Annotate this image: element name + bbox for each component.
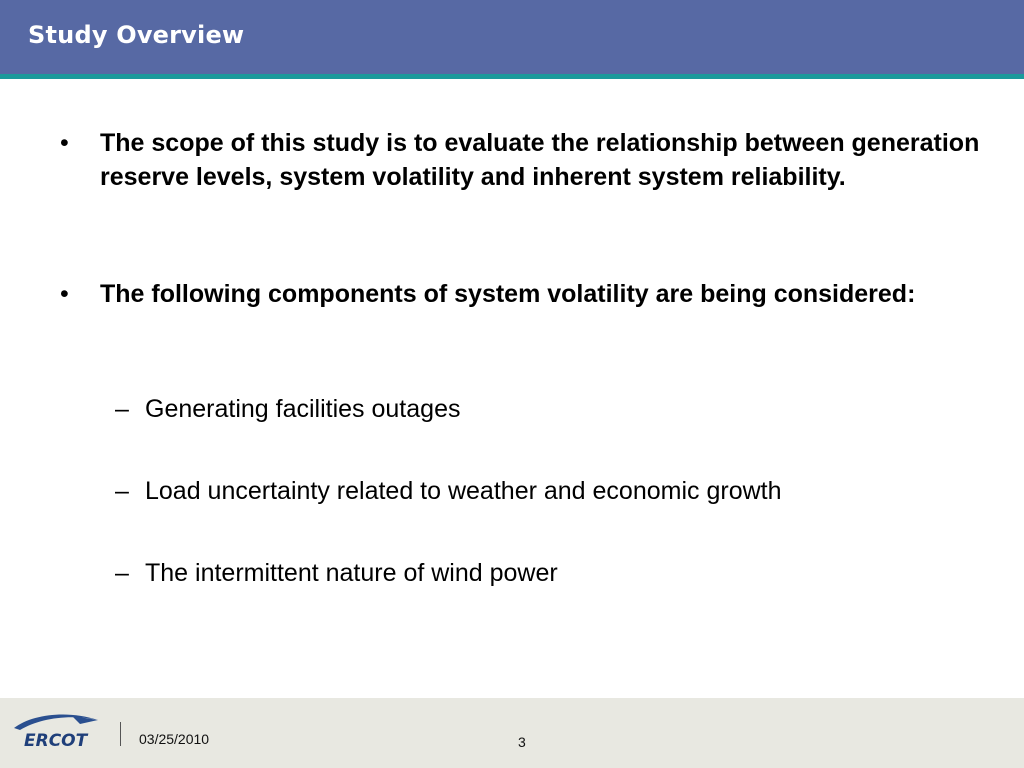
footer-date: 03/25/2010	[139, 731, 210, 747]
sub-bullet-item	[115, 556, 985, 590]
bullet-item	[60, 277, 980, 311]
bullet-text: The following components of system volatility are being considered:	[100, 280, 916, 308]
footer	[0, 698, 1024, 768]
sub-bullet-text: Load uncertainty related to weather and economic growth	[145, 477, 782, 505]
bullet-marker: •	[60, 280, 69, 308]
sub-bullet-item	[115, 474, 985, 508]
header-accent-stripe	[0, 74, 1024, 79]
sub-bullet-marker: –	[115, 559, 129, 587]
bullet-marker: •	[60, 129, 69, 157]
page-number: 3	[518, 734, 526, 750]
slide-title: Study Overview	[28, 21, 245, 49]
svg-text:ERCOT: ERCOT	[24, 731, 88, 750]
sub-bullet-marker: –	[115, 477, 129, 505]
ercot-logo	[10, 708, 102, 750]
bullet-text: The scope of this study is to evaluate the relationship between generation reserve levels, system volatility and inherent system reliability.	[100, 129, 980, 191]
bullet-item	[60, 126, 980, 194]
footer-divider	[120, 722, 121, 746]
sub-bullet-marker: –	[115, 395, 129, 423]
sub-bullet-text: Generating facilities outages	[145, 395, 461, 423]
sub-bullet-text: The intermittent nature of wind power	[145, 559, 558, 587]
sub-bullet-item	[115, 392, 985, 426]
